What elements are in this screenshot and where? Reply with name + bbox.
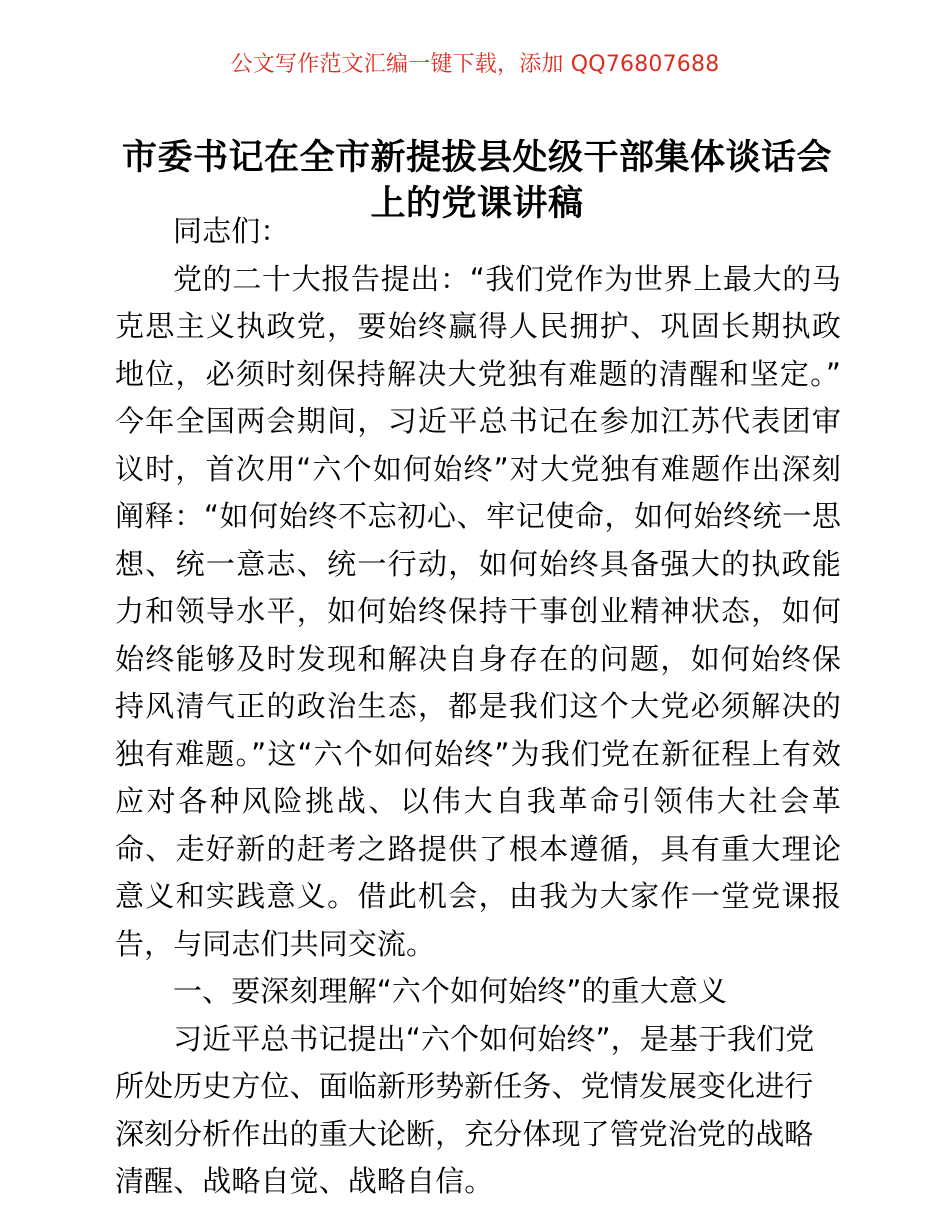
paragraph-salutation: 同志们： [173,214,290,248]
paragraph-opening: 党的二十大报告提出：“我们党作为世界上最大的马克思主义执政党，要始终赢得人民拥护、巩固长期执政地位，必须时刻保持解决大党独有难题的清醒和坚定。”今年全国两会期间，习近平总书记在参加江苏代表团审议时，首次用“六个如何始终”对大党独有难题作出深刻阐释：“如何始终不忘初心、牢记使命，如何始终统一思想、统一意志、统一行动，如何始终具备强大的执政能力和领导水平，如何始终保持干事创业精神状态，如何始终能够及时发现和解决自身存在的问题，如何始终保持风清气正的政治生态，都是我们这个大党必须解决的独有难题。”这“六个如何始终”为我们党在新征程上有效应对各种风险挑战、以伟大自我革命引领伟大社会革命、走好新的赶考之路提供了根本遵循，具有重大理论意义和实践意义。借此机会，由我为大家作一堂党课报告，与同志们共同交流。 [115,261,841,961]
promo-header-text: 公文写作范文汇编一键下载，添加 QQ76807688 [230,52,720,77]
document-title: 市委书记在全市新提拔县处级干部集体谈话会上的党课讲稿 [121,138,832,225]
paragraph-section-1-body-1: 习近平总书记提出“六个如何始终”，是基于我们党所处历史方位、面临新形势新任务、党情发展变化进行深刻分析作出的重大论断，充分体现了管党治党的战略清醒、战略自觉、战略自信。 [115,1021,815,1198]
document-body [115,208,841,1206]
section-heading-1: 一、要深刻理解“六个如何始终”的重大意义 [173,974,728,1008]
